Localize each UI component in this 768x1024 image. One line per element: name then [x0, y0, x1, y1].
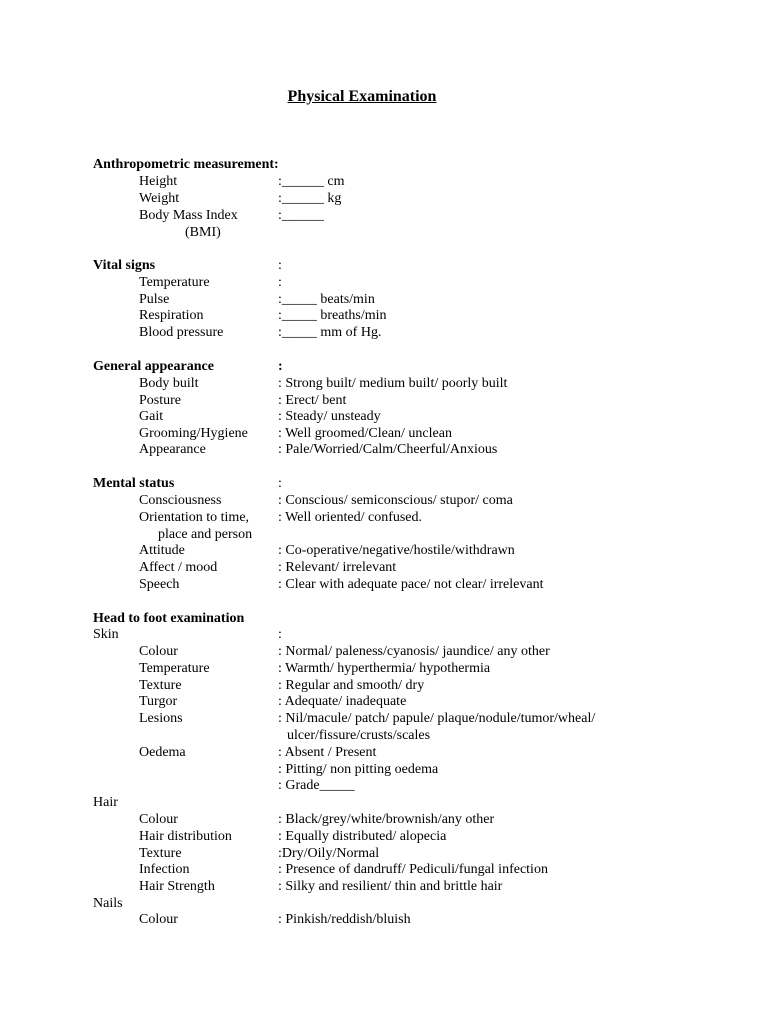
- field-value: : Pinkish/reddish/bluish: [278, 912, 411, 927]
- field-label: Orientation to time,: [139, 510, 250, 525]
- field-value: :_____ beats/min: [278, 292, 375, 307]
- field-label: Speech: [139, 577, 180, 592]
- field-value: : Strong built/ medium built/ poorly built: [278, 376, 508, 391]
- field-value: : Silky and resilient/ thin and brittle hair: [278, 879, 503, 894]
- field-label: Pulse: [139, 292, 170, 307]
- field-value: : Clear with adequate pace/ not clear/ irrelevant: [278, 577, 544, 592]
- field-value: : Relevant/ irrelevant: [278, 560, 397, 575]
- field-label: Attitude: [139, 543, 185, 558]
- field-label: Body Mass Index: [139, 208, 238, 223]
- section-heading: General appearance: [93, 359, 214, 374]
- section-heading: Anthropometric measurement:: [93, 157, 279, 172]
- field-label: Colour: [139, 812, 178, 827]
- field-label: Temperature: [139, 661, 210, 676]
- field-label: Texture: [139, 678, 182, 693]
- subsection-label: Nails: [93, 896, 123, 911]
- heading-colon: :: [278, 359, 283, 374]
- field-label: Consciousness: [139, 493, 222, 508]
- field-value: : Normal/ paleness/cyanosis/ jaundice/ any other: [278, 644, 550, 659]
- field-label: Texture: [139, 846, 182, 861]
- field-label: Oedema: [139, 745, 186, 760]
- field-label: Blood pressure: [139, 325, 224, 340]
- field-label: (BMI): [185, 225, 221, 240]
- heading-colon: :: [278, 476, 282, 491]
- section-heading: Head to foot examination: [93, 611, 245, 626]
- field-value: : Regular and smooth/ dry: [278, 678, 425, 693]
- field-label: Temperature: [139, 275, 210, 290]
- field-value: :_____ mm of Hg.: [278, 325, 382, 340]
- field-label: Colour: [139, 912, 178, 927]
- subsection-label: Skin: [93, 627, 119, 642]
- field-value: : Steady/ unsteady: [278, 409, 381, 424]
- field-label: Lesions: [139, 711, 183, 726]
- field-value: : Nil/macule/ patch/ papule/ plaque/nodule/tumor/wheal/: [278, 711, 596, 726]
- section-heading: Vital signs: [93, 258, 156, 273]
- field-label: Colour: [139, 644, 178, 659]
- field-label: Hair distribution: [139, 829, 232, 844]
- field-label: place and person: [158, 527, 253, 542]
- field-label: Infection: [139, 862, 190, 877]
- field-label: Respiration: [139, 308, 204, 323]
- field-value: ulcer/fissure/crusts/scales: [287, 728, 431, 743]
- field-label: Turgor: [139, 694, 178, 709]
- field-value: : Conscious/ semiconscious/ stupor/ coma: [278, 493, 513, 508]
- field-label: Gait: [139, 409, 164, 424]
- field-label: Posture: [139, 393, 181, 408]
- page-title: Physical Examination: [287, 88, 437, 105]
- field-label: Weight: [139, 191, 180, 206]
- field-value: : Grade_____: [278, 778, 355, 793]
- field-value: :______ cm: [278, 174, 345, 189]
- field-value: : Absent / Present: [278, 745, 377, 760]
- section-heading: Mental status: [93, 476, 175, 491]
- field-value: : Pale/Worried/Calm/Cheerful/Anxious: [278, 442, 498, 457]
- field-value: : Adequate/ inadequate: [278, 694, 407, 709]
- field-label: Body built: [139, 376, 199, 391]
- heading-colon: :: [278, 627, 282, 642]
- field-value: : Presence of dandruff/ Pediculi/fungal infection: [278, 862, 548, 877]
- field-value: :Dry/Oily/Normal: [278, 846, 380, 861]
- field-value: : Well groomed/Clean/ unclean: [278, 426, 452, 441]
- field-value: :_____ breaths/min: [278, 308, 387, 323]
- field-value: : Erect/ bent: [278, 393, 347, 408]
- field-label: Hair Strength: [139, 879, 215, 894]
- field-value: : Equally distributed/ alopecia: [278, 829, 447, 844]
- field-label: Appearance: [139, 442, 206, 457]
- field-value: :______ kg: [278, 191, 342, 206]
- field-value: : Well oriented/ confused.: [278, 510, 423, 525]
- field-label: Height: [139, 174, 178, 189]
- field-value: :______: [278, 208, 324, 223]
- field-value: : Black/grey/white/brownish/any other: [278, 812, 495, 827]
- heading-colon: :: [278, 258, 282, 273]
- field-value: : Co-operative/negative/hostile/withdrawn: [278, 543, 515, 558]
- field-label: Grooming/Hygiene: [139, 426, 248, 441]
- field-label: Affect / mood: [139, 560, 218, 575]
- subsection-label: Hair: [93, 795, 118, 810]
- field-value: : Pitting/ non pitting oedema: [278, 762, 439, 777]
- field-value: : Warmth/ hyperthermia/ hypothermia: [278, 661, 491, 676]
- field-value: :: [278, 275, 282, 290]
